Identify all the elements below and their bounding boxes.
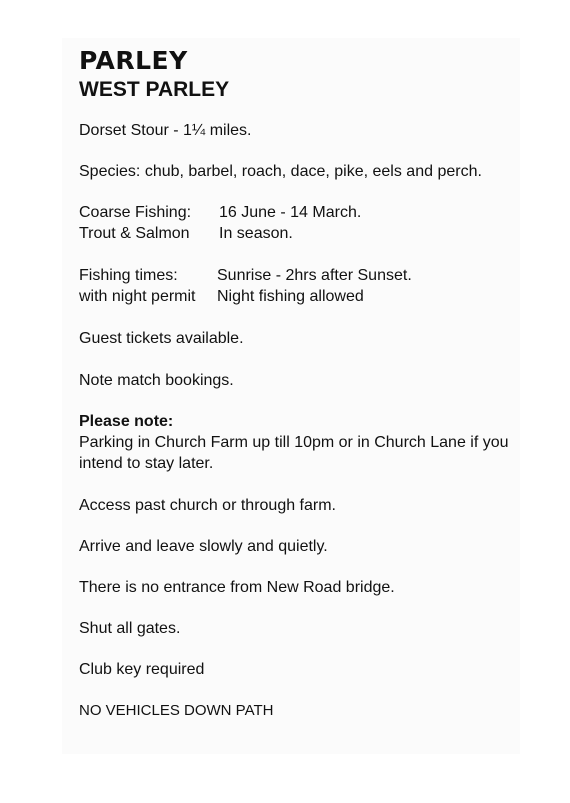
water-info: Dorset Stour - 1¼ miles. xyxy=(79,122,252,139)
document-content xyxy=(79,46,519,721)
times-value: Night fishing allowed xyxy=(217,288,364,305)
season-row xyxy=(79,223,519,244)
times-value: Sunrise - 2hrs after Sunset. xyxy=(217,267,412,284)
season-value: In season. xyxy=(219,225,293,242)
season-label: Coarse Fishing: xyxy=(79,204,192,221)
note-item: NO VEHICLES DOWN PATH xyxy=(79,702,274,719)
times-label: with night permit xyxy=(79,288,196,305)
note-item: Shut all gates. xyxy=(79,620,181,637)
match-bookings: Note match bookings. xyxy=(79,372,234,389)
page-title: PARLEY xyxy=(79,46,188,75)
times-label: Fishing times: xyxy=(79,267,178,284)
season-row xyxy=(79,202,519,223)
seasons-block xyxy=(79,202,519,244)
species-info: Species: chub, barbel, roach, dace, pike, eels and perch. xyxy=(79,163,482,180)
please-note-text: Parking in Church Farm up till 10pm or in Church Lane if you intend to stay later. xyxy=(79,434,509,472)
times-row xyxy=(79,286,519,307)
times-block xyxy=(79,265,519,307)
note-item: There is no entrance from New Road bridge. xyxy=(79,579,395,596)
note-item: Club key required xyxy=(79,661,205,678)
note-item: Arrive and leave slowly and quietly. xyxy=(79,538,328,555)
guest-tickets: Guest tickets available. xyxy=(79,330,244,347)
season-label: Trout & Salmon xyxy=(79,225,190,242)
please-note-block xyxy=(79,411,519,474)
note-item: Access past church or through farm. xyxy=(79,497,336,514)
season-value: 16 June - 14 March. xyxy=(219,204,362,221)
page-subtitle: WEST PARLEY xyxy=(79,78,230,101)
times-row xyxy=(79,265,519,286)
please-note-heading: Please note: xyxy=(79,413,174,430)
